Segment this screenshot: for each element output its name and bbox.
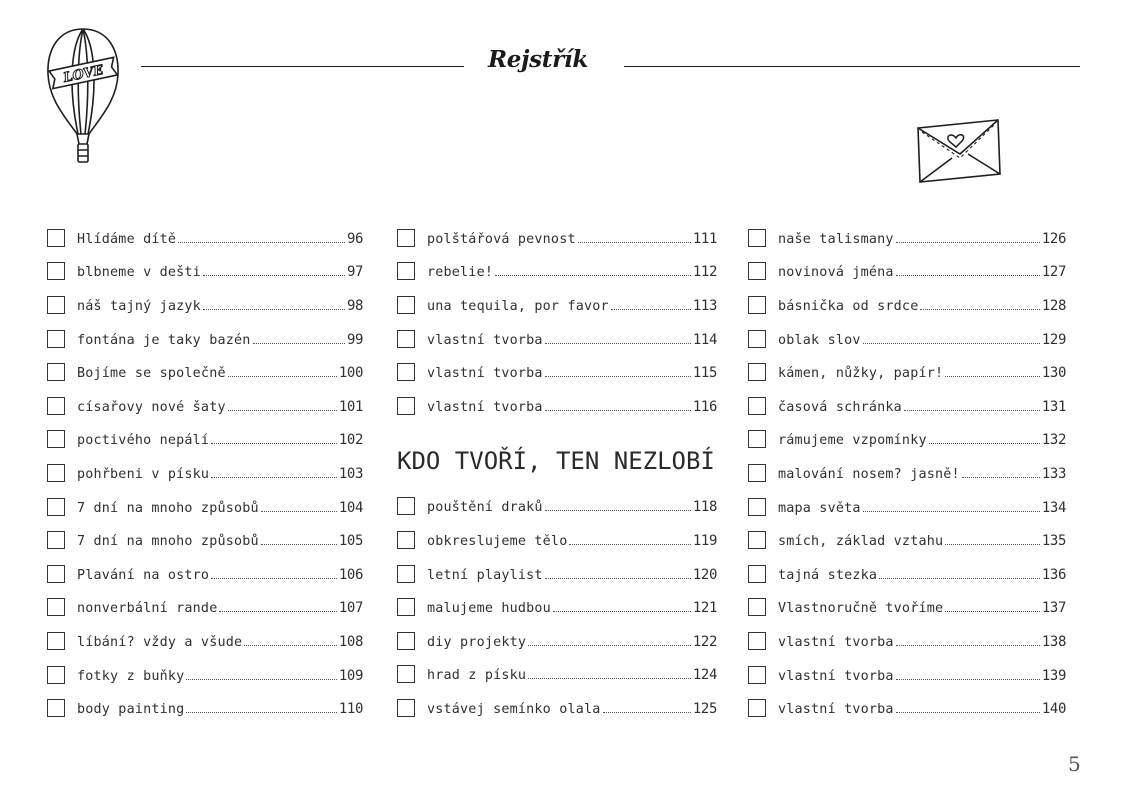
entry-label: pohřbeni v písku [77,466,210,482]
entry-label: mapa světa [778,500,861,516]
dot-leader [863,343,1040,344]
entry-label: Plavání na ostro [77,567,210,583]
entry-label: rebelie! [427,265,494,281]
dot-leader [244,645,337,646]
index-column-2 [397,222,717,726]
heart-envelope-icon [912,114,1004,188]
entry-checkbox[interactable] [47,598,65,616]
entry-checkbox[interactable] [748,498,766,516]
entry-label: malování nosem? jasně! [778,466,960,482]
section-heading-text: KDO TVOŘÍ, TEN NEZLOBÍ [397,447,715,476]
entry-page-number: 129 [1041,331,1066,348]
dot-leader [528,645,691,646]
dot-leader [896,645,1040,646]
entry-page-number: 131 [1041,398,1066,415]
entry-page-number: 120 [692,566,717,583]
dot-leader [545,376,691,377]
entry-page-number: 103 [338,465,363,482]
balloon-banner-text: LOVE [62,62,105,86]
entry-line [427,533,717,549]
entry-checkbox[interactable] [397,531,415,549]
index-entry [748,457,1066,491]
entry-line [427,298,717,314]
entry-checkbox[interactable] [748,464,766,482]
index-entry [47,592,363,626]
entry-label: vlastní tvorba [427,399,543,415]
index-entry [397,390,717,424]
index-entry [748,424,1066,458]
index-column-1 [47,222,363,726]
entry-checkbox[interactable] [397,262,415,280]
dot-leader [578,242,691,243]
entry-checkbox[interactable] [748,262,766,280]
header-divider-left [141,66,464,67]
entry-page-number: 106 [338,566,363,583]
entry-line [427,634,717,650]
dot-leader [211,578,337,579]
header-divider-right [624,66,1080,67]
dot-leader [929,443,1040,444]
dot-leader [904,410,1040,411]
entry-page-number: 137 [1041,600,1066,617]
dot-leader [945,376,1040,377]
index-entry [397,692,717,726]
index-entry [47,323,363,357]
index-entry [748,289,1066,323]
entry-line [77,668,363,684]
entry-checkbox[interactable] [397,363,415,381]
entry-checkbox[interactable] [748,229,766,247]
entry-page-number: 125 [692,700,717,717]
entry-label: body painting [77,702,185,718]
entry-checkbox[interactable] [47,397,65,415]
entry-line [77,533,363,549]
entry-label: básnička od srdce [778,298,919,314]
entry-line [77,332,363,348]
dot-leader [178,242,345,243]
entry-page-number: 136 [1041,566,1066,583]
dot-leader [945,544,1040,545]
entry-page-number: 128 [1041,297,1066,314]
entry-line [778,432,1066,448]
entry-label: časová schránka [778,399,902,415]
entry-checkbox[interactable] [47,531,65,549]
index-entry [748,491,1066,525]
index-entry [47,222,363,256]
entry-line [778,668,1066,684]
dot-leader [603,712,691,713]
entry-label: diy projekty [427,634,527,650]
entry-label: císařovy nové šaty [77,399,226,415]
entry-checkbox[interactable] [47,498,65,516]
index-entry [748,222,1066,256]
dot-leader [545,578,691,579]
index-entry [748,659,1066,693]
entry-line [77,634,363,650]
dot-leader [528,678,691,679]
entry-page-number: 140 [1041,701,1066,718]
entry-page-number: 116 [692,398,717,415]
entry-line [427,365,717,381]
entry-page-number: 130 [1041,365,1066,382]
entry-checkbox[interactable] [748,531,766,549]
entry-checkbox[interactable] [397,665,415,683]
dot-leader [545,410,691,411]
dot-leader [569,544,690,545]
entry-page-number: 97 [346,264,363,281]
dot-leader [186,712,337,713]
index-entry [748,356,1066,390]
entry-line [778,600,1066,616]
index-entry [47,491,363,525]
dot-leader [211,477,337,478]
entry-page-number: 118 [692,499,717,516]
entry-checkbox[interactable] [47,262,65,280]
dot-leader [553,611,691,612]
entry-label: pouštění draků [427,500,543,516]
entry-page-number: 107 [338,600,363,617]
entry-page-number: 113 [692,297,717,314]
entry-label: blbneme v dešti [77,265,201,281]
entry-line [778,399,1066,415]
entry-line [427,567,717,583]
entry-page-number: 119 [692,532,717,549]
entry-page-number: 124 [692,667,717,684]
entry-checkbox[interactable] [47,430,65,448]
entry-checkbox[interactable] [47,363,65,381]
entry-label: tajná stezka [778,567,878,583]
entry-line [427,264,717,280]
entry-page-number: 110 [338,701,363,718]
entry-checkbox[interactable] [47,229,65,247]
entry-label: rámujeme vzpomínky [778,433,927,449]
index-entry [748,625,1066,659]
entry-page-number: 98 [346,297,363,314]
entry-line [778,298,1066,314]
entry-label: una tequila, por favor [427,298,609,314]
index-entry [47,390,363,424]
index-entry [397,289,717,323]
dot-leader [219,611,336,612]
entry-checkbox[interactable] [397,632,415,650]
entry-page-number: 102 [338,432,363,449]
entry-label: fontána je taky bazén [77,332,251,348]
dot-leader [962,477,1040,478]
entry-line [77,466,363,482]
entry-line [77,500,363,516]
entry-line [427,332,717,348]
entry-line [778,533,1066,549]
entry-line [77,432,363,448]
entry-line [778,264,1066,280]
entry-page-number: 127 [1041,264,1066,281]
entry-label: malujeme hudbou [427,601,551,617]
entry-label: oblak slov [778,332,861,348]
entry-checkbox[interactable] [47,699,65,717]
index-entry [397,356,717,390]
entry-checkbox[interactable] [397,565,415,583]
entry-page-number: 138 [1041,633,1066,650]
entry-label: kámen, nůžky, papír! [778,366,944,382]
entry-line [427,667,717,683]
entry-label: vlastní tvorba [778,668,894,684]
entry-line [427,399,717,415]
entry-label: náš tajný jazyk [77,298,201,314]
entry-checkbox[interactable] [397,229,415,247]
entry-label: letní playlist [427,567,543,583]
index-entry [748,323,1066,357]
entry-checkbox[interactable] [748,598,766,616]
entry-checkbox[interactable] [397,598,415,616]
index-entry [397,591,717,625]
index-entry [748,692,1066,726]
entry-page-number: 139 [1041,667,1066,684]
entry-checkbox[interactable] [748,666,766,684]
entry-line [778,701,1066,717]
entry-label: vlastní tvorba [778,634,894,650]
index-entry [748,256,1066,290]
entry-label: vlastní tvorba [427,366,543,382]
entry-page-number: 133 [1041,465,1066,482]
dot-leader [920,309,1039,310]
entry-label: obkreslujeme tělo [427,533,568,549]
entry-page-number: 111 [692,230,717,247]
entry-label: vlastní tvorba [778,702,894,718]
index-entry [47,558,363,592]
entry-line [427,231,717,247]
dot-leader [896,275,1040,276]
entry-checkbox[interactable] [748,430,766,448]
dot-leader [896,712,1040,713]
dot-leader [896,242,1040,243]
entry-page-number: 132 [1041,432,1066,449]
entry-line [778,365,1066,381]
entry-label: hrad z písku [427,668,527,684]
entry-page-number: 108 [338,633,363,650]
index-entry [397,491,717,525]
entry-page-number: 114 [692,331,717,348]
entry-checkbox[interactable] [748,330,766,348]
entry-page-number: 104 [338,499,363,516]
dot-leader [545,510,691,511]
entry-label: smích, základ vztahu [778,534,944,550]
entry-line [77,365,363,381]
entry-label: nonverbální rande [77,601,218,617]
entry-page-number: 122 [692,633,717,650]
entry-line [778,567,1066,583]
dot-leader [211,443,337,444]
index-entry [47,692,363,726]
index-entry [47,659,363,693]
index-entry [397,659,717,693]
entry-checkbox[interactable] [397,497,415,515]
entry-checkbox[interactable] [748,565,766,583]
entry-page-number: 126 [1041,230,1066,247]
dot-leader [879,578,1040,579]
index-entry [748,390,1066,424]
page-title: Rejstřík [487,46,589,73]
entry-checkbox[interactable] [748,363,766,381]
entry-checkbox[interactable] [748,397,766,415]
index-entry [47,457,363,491]
entry-line [77,701,363,717]
entry-line [77,567,363,583]
index-entry [748,558,1066,592]
dot-leader [945,611,1040,612]
entry-checkbox[interactable] [397,296,415,314]
dot-leader [228,410,337,411]
entry-label: poctivého nepálí [77,433,210,449]
dot-leader [495,275,691,276]
entry-checkbox[interactable] [47,632,65,650]
index-entry [397,222,717,256]
entry-line [77,600,363,616]
index-entry [748,524,1066,558]
entry-checkbox[interactable] [748,296,766,314]
entry-label: vlastní tvorba [427,332,543,348]
entry-checkbox[interactable] [47,666,65,684]
dot-leader [863,511,1040,512]
dot-leader [611,309,691,310]
entry-line [77,231,363,247]
index-entry [397,558,717,592]
index-entry [47,524,363,558]
entry-checkbox[interactable] [47,330,65,348]
entry-page-number: 105 [338,533,363,550]
entry-line [427,600,717,616]
entry-line [778,634,1066,650]
entry-line [427,701,717,717]
entry-line [77,264,363,280]
entry-line [778,466,1066,482]
entry-line [427,499,717,515]
dot-leader [228,376,337,377]
entry-line [77,399,363,415]
entry-page-number: 100 [338,365,363,382]
entry-checkbox[interactable] [397,397,415,415]
entry-line [778,332,1066,348]
entry-page-number: 115 [692,365,717,382]
index-entry [47,356,363,390]
entry-page-number: 112 [692,264,717,281]
entry-label: 7 dní na mnoho způsobů [77,534,259,550]
entry-page-number: 96 [346,230,363,247]
index-column-3 [748,222,1066,726]
entry-checkbox[interactable] [47,565,65,583]
entry-label: Hlídáme dítě [77,231,177,247]
index-entry [47,256,363,290]
entry-label: vstávej semínko olala [427,701,601,717]
entry-checkbox[interactable] [397,699,415,717]
entry-line [77,298,363,314]
index-entry [47,424,363,458]
index-entry [47,289,363,323]
dot-leader [203,275,345,276]
entry-page-number: 121 [692,600,717,617]
index-entry [748,592,1066,626]
entry-label: novinová jména [778,265,894,281]
entry-checkbox[interactable] [47,464,65,482]
entry-label: naše talismany [778,231,894,247]
dot-leader [186,679,337,680]
entry-label: 7 dní na mnoho způsobů [77,500,259,516]
index-entry [47,625,363,659]
dot-leader [261,544,337,545]
dot-leader [896,679,1040,680]
dot-leader [545,343,691,344]
entry-label: Bojíme se společně [77,366,226,382]
entry-page-number: 109 [338,667,363,684]
entry-checkbox[interactable] [748,699,766,717]
entry-label: fotky z buňky [77,668,185,684]
hot-air-balloon-icon [44,26,122,172]
entry-page-number: 134 [1041,499,1066,516]
entry-line [778,500,1066,516]
dot-leader [253,343,345,344]
index-entry [397,625,717,659]
entry-checkbox[interactable] [397,330,415,348]
dot-leader [203,309,345,310]
entry-page-number: 99 [346,331,363,348]
entry-checkbox[interactable] [748,632,766,650]
entry-label: polštářová pevnost [427,231,576,247]
section-heading [397,424,717,491]
index-entry [397,323,717,357]
entry-label: Vlastnoručně tvoříme [778,601,944,617]
entry-page-number: 101 [338,398,363,415]
entry-label: líbání? vždy a všude [77,634,243,650]
entry-page-number: 135 [1041,533,1066,550]
index-entry [397,256,717,290]
dot-leader [261,511,337,512]
entry-checkbox[interactable] [47,296,65,314]
index-entry [397,524,717,558]
page-number: 5 [1068,752,1081,776]
entry-line [778,231,1066,247]
